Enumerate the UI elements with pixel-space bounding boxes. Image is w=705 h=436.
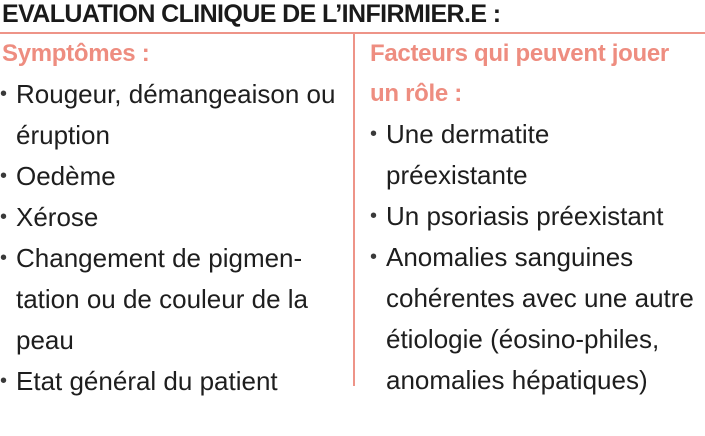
factors-list <box>370 114 704 401</box>
bullet-icon: • <box>0 247 8 269</box>
column-divider <box>353 34 355 386</box>
symptoms-list <box>0 74 350 402</box>
page-title: EVALUATION CLINIQUE DE L’INFIRMIER.E : <box>2 0 501 28</box>
list-item <box>0 197 336 238</box>
bullet-icon: • <box>370 123 378 145</box>
symptoms-column <box>0 34 350 402</box>
list-item <box>0 238 348 361</box>
list-item-text: Xérose <box>16 202 99 232</box>
bullet-icon: • <box>370 205 378 227</box>
factors-column <box>370 34 704 401</box>
list-item <box>0 74 336 156</box>
bullet-icon: • <box>0 165 8 187</box>
section-header <box>0 0 705 34</box>
bullet-icon: • <box>0 206 8 228</box>
list-item-text: Anomalies sanguines cohérentes avec une autre étiologie (éosino-philes, anomalies hépatiques) <box>386 242 694 395</box>
bullet-icon: • <box>0 83 8 105</box>
bullet-icon: • <box>0 370 8 392</box>
list-item-text: Un psoriasis préexistant <box>386 201 664 231</box>
list-item <box>370 196 705 237</box>
bullet-icon: • <box>370 246 378 268</box>
list-item-text: Etat général du patient <box>16 366 278 396</box>
factors-heading: Facteurs qui peuvent jouer un rôle : <box>370 40 669 107</box>
list-item-text: Rougeur, démangeaison ou éruption <box>16 79 336 150</box>
list-item-text: Changement de pigmen-tation ou de couleur de la peau <box>16 243 308 355</box>
symptoms-heading: Symptômes : <box>2 40 150 67</box>
list-item <box>370 237 704 401</box>
list-item <box>0 361 336 402</box>
list-item-text: Oedème <box>16 161 116 191</box>
list-item <box>0 156 336 197</box>
list-item <box>370 114 606 196</box>
list-item-text: Une dermatite préexistante <box>386 119 550 190</box>
